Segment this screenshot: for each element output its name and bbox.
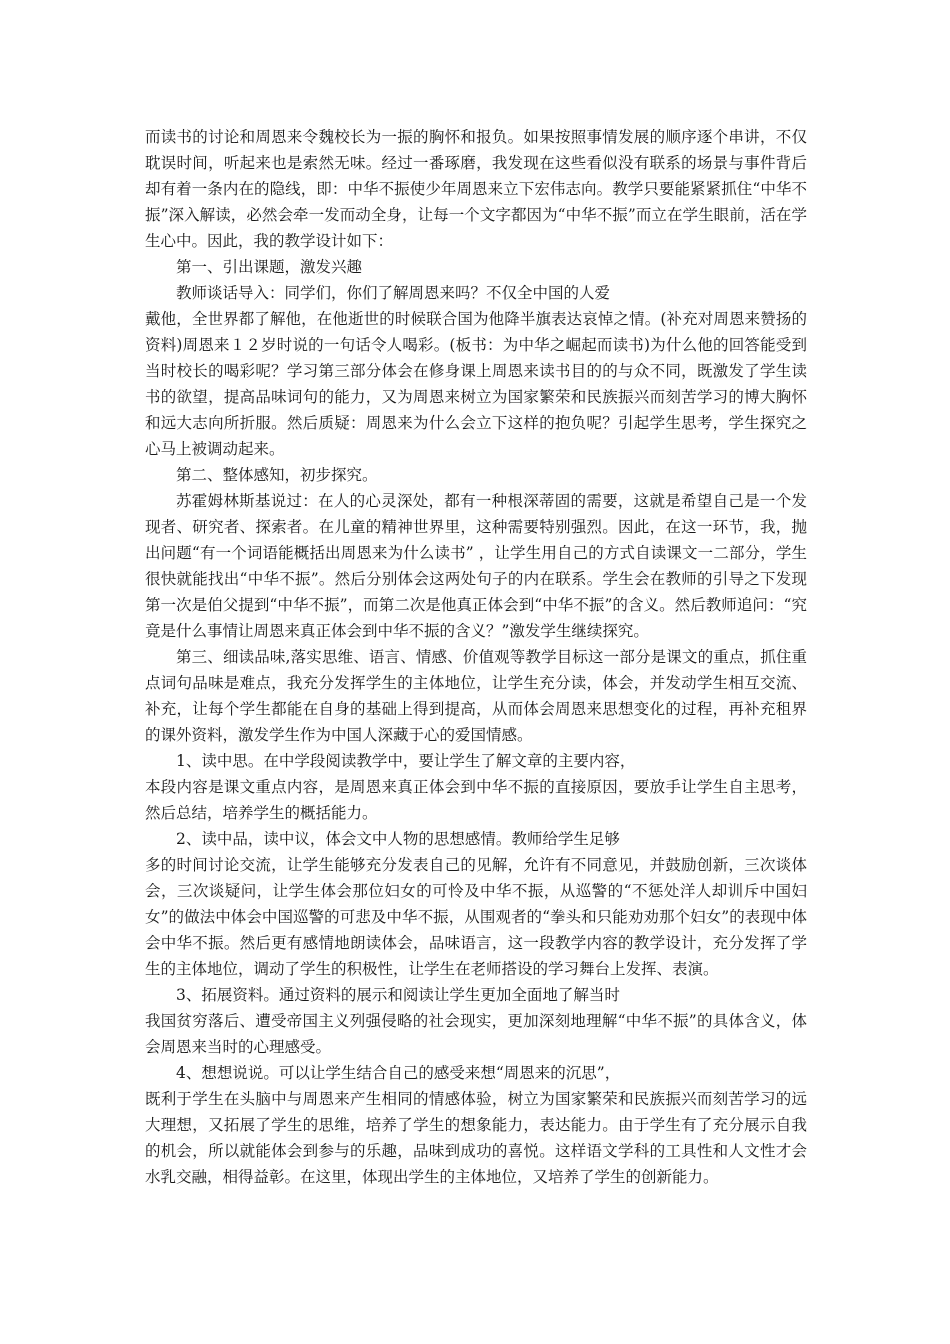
paragraph-intro: 而读书的讨论和周恩来令魏校长为一振的胸怀和报负。如果按照事情发展的顺序逐个串讲，不仅耽误时间，听起来也是索然无味。经过一番琢磨，我发现在这些看似没有联系的场景与事件背后却有着一条内在的隐线，即：中华不振使少年周恩来立下宏伟志向。教学只要能紧紧抓住“中华不振”深入解读，必然会牵一发而动全身，让每一个文字都因为“中华不振”而立在学生眼前，活在学生心中。因此，我的教学设计如下： bbox=[145, 128, 807, 250]
item-three-heading: 3、拓展资料。通过资料的展示和阅读让学生更加全面地了解当时 bbox=[176, 986, 620, 1004]
item-four-body: 既利于学生在头脑中与周恩来产生相同的情感体验，树立为国家繁荣和民族振兴而刻苦学习的远大理想，又拓展了学生的思维，培养了学生的想象能力，表达能力。由于学生有了充分展示自我的机会，所以就能体会到参与的乐趣，品味到成功的喜悦。这样语文学科的工具性和人文性才会水乳交融，相得益彰。在这里，体现出学生的主体地位，又培养了学生的创新能力。 bbox=[145, 1090, 807, 1186]
paragraph-teacher-intro-cont: 戴他，全世界都了解他，在他逝世的时候联合国为他降半旗表达哀悼之情。(补充对周恩来赞扬的资料)周恩来１２岁时说的一句话令人喝彩。(板书：为中华之崛起而读书)为什么他的回答能受到当时校长的喝彩呢？学习第三部分体会在修身课上周恩来读书目的的与众不同，既激发了学生读书的欲望，提高品味词句的能力，又为周恩来树立为国家繁荣和民族振兴而刻苦学习的博大胸怀和远大志向所折服。然后质疑：周恩来为什么会立下这样的抱负呢？引起学生思考，学生探究之心马上被调动起来。 bbox=[145, 310, 807, 458]
paragraph-step-three: 第三、细读品味,落实思维、语言、情感、价值观等教学目标这一部分是课文的重点，抓住重点词句品味是难点，我充分发挥学生的主体地位，让学生充分读，体会，并发动学生相互交流、补充，让每个学生都能在自身的基础上得到提高，从而体会周恩来思想变化的过程，再补充租界的课外资料，激发学生作为中国人深藏于心的爱国情感。 bbox=[145, 648, 807, 744]
item-one-heading: 1、读中思。在中学段阅读教学中，要让学生了解文章的主要内容， bbox=[176, 752, 636, 770]
item-four-heading: 4、想想说说。可以让学生结合自己的感受来想“周恩来的沉思”， bbox=[176, 1064, 621, 1082]
item-one-body: 本段内容是课文重点内容，是周恩来真正体会到中华不振的直接原因，要放手让学生自主思考，然后总结，培养学生的概括能力。 bbox=[145, 778, 807, 822]
item-two-heading: 2、读中品，读中议，体会文中人物的思想感情。教师给学生足够 bbox=[176, 830, 620, 848]
heading-step-two: 第二、整体感知，初步探究。 bbox=[176, 466, 378, 484]
heading-step-one: 第一、引出课题，激发兴趣 bbox=[176, 258, 363, 276]
paragraph-teacher-intro: 教师谈话导入：同学们，你们了解周恩来吗？不仅全中国的人爱 bbox=[176, 284, 611, 302]
item-three-body: 我国贫穷落后、遭受帝国主义列强侵略的社会现实，更加深刻地理解“中华不振”的具体含义，体会周恩来当时的心理感受。 bbox=[145, 1012, 807, 1056]
item-two-body: 多的时间讨论交流，让学生能够充分发表自己的见解，允许有不同意见，并鼓励创新，三次谈体会，三次谈疑问，让学生体会那位妇女的可怜及中华不振，从巡警的“不惩处洋人却训斥中国妇女”的做法中体会中国巡警的可悲及中华不振，从围观者的“拳头和只能劝劝那个妇女”的表现中体会中华不振。然后更有感情地朗读体会，品味语言，这一段教学内容的教学设计，充分发挥了学生的主体地位，调动了学生的积极性，让学生在老师搭设的学习舞台上发挥、表演。 bbox=[145, 856, 807, 978]
paragraph-step-two: 苏霍姆林斯基说过：在人的心灵深处，都有一种根深蒂固的需要，这就是希望自己是一个发现者、研究者、探索者。在儿童的精神世界里，这种需要特别强烈。因此，在这一环节，我，抛出问题“有一个词语能概括出周恩来为什么读书” ，让学生用自己的方式自读课文一二部分，学生很快就能找出“中华不振”。然后分别体会这两处句子的内在联系。学生会在教师的引导之下发现第一次是伯父提到“中华不振”，而第二次是他真正体会到“中华不振”的含义。然后教师追问：“究竟是什么事情让周恩来真正体会到中华不振的含义？”激发学生继续探究。 bbox=[145, 492, 807, 640]
document-body bbox=[145, 124, 807, 1190]
